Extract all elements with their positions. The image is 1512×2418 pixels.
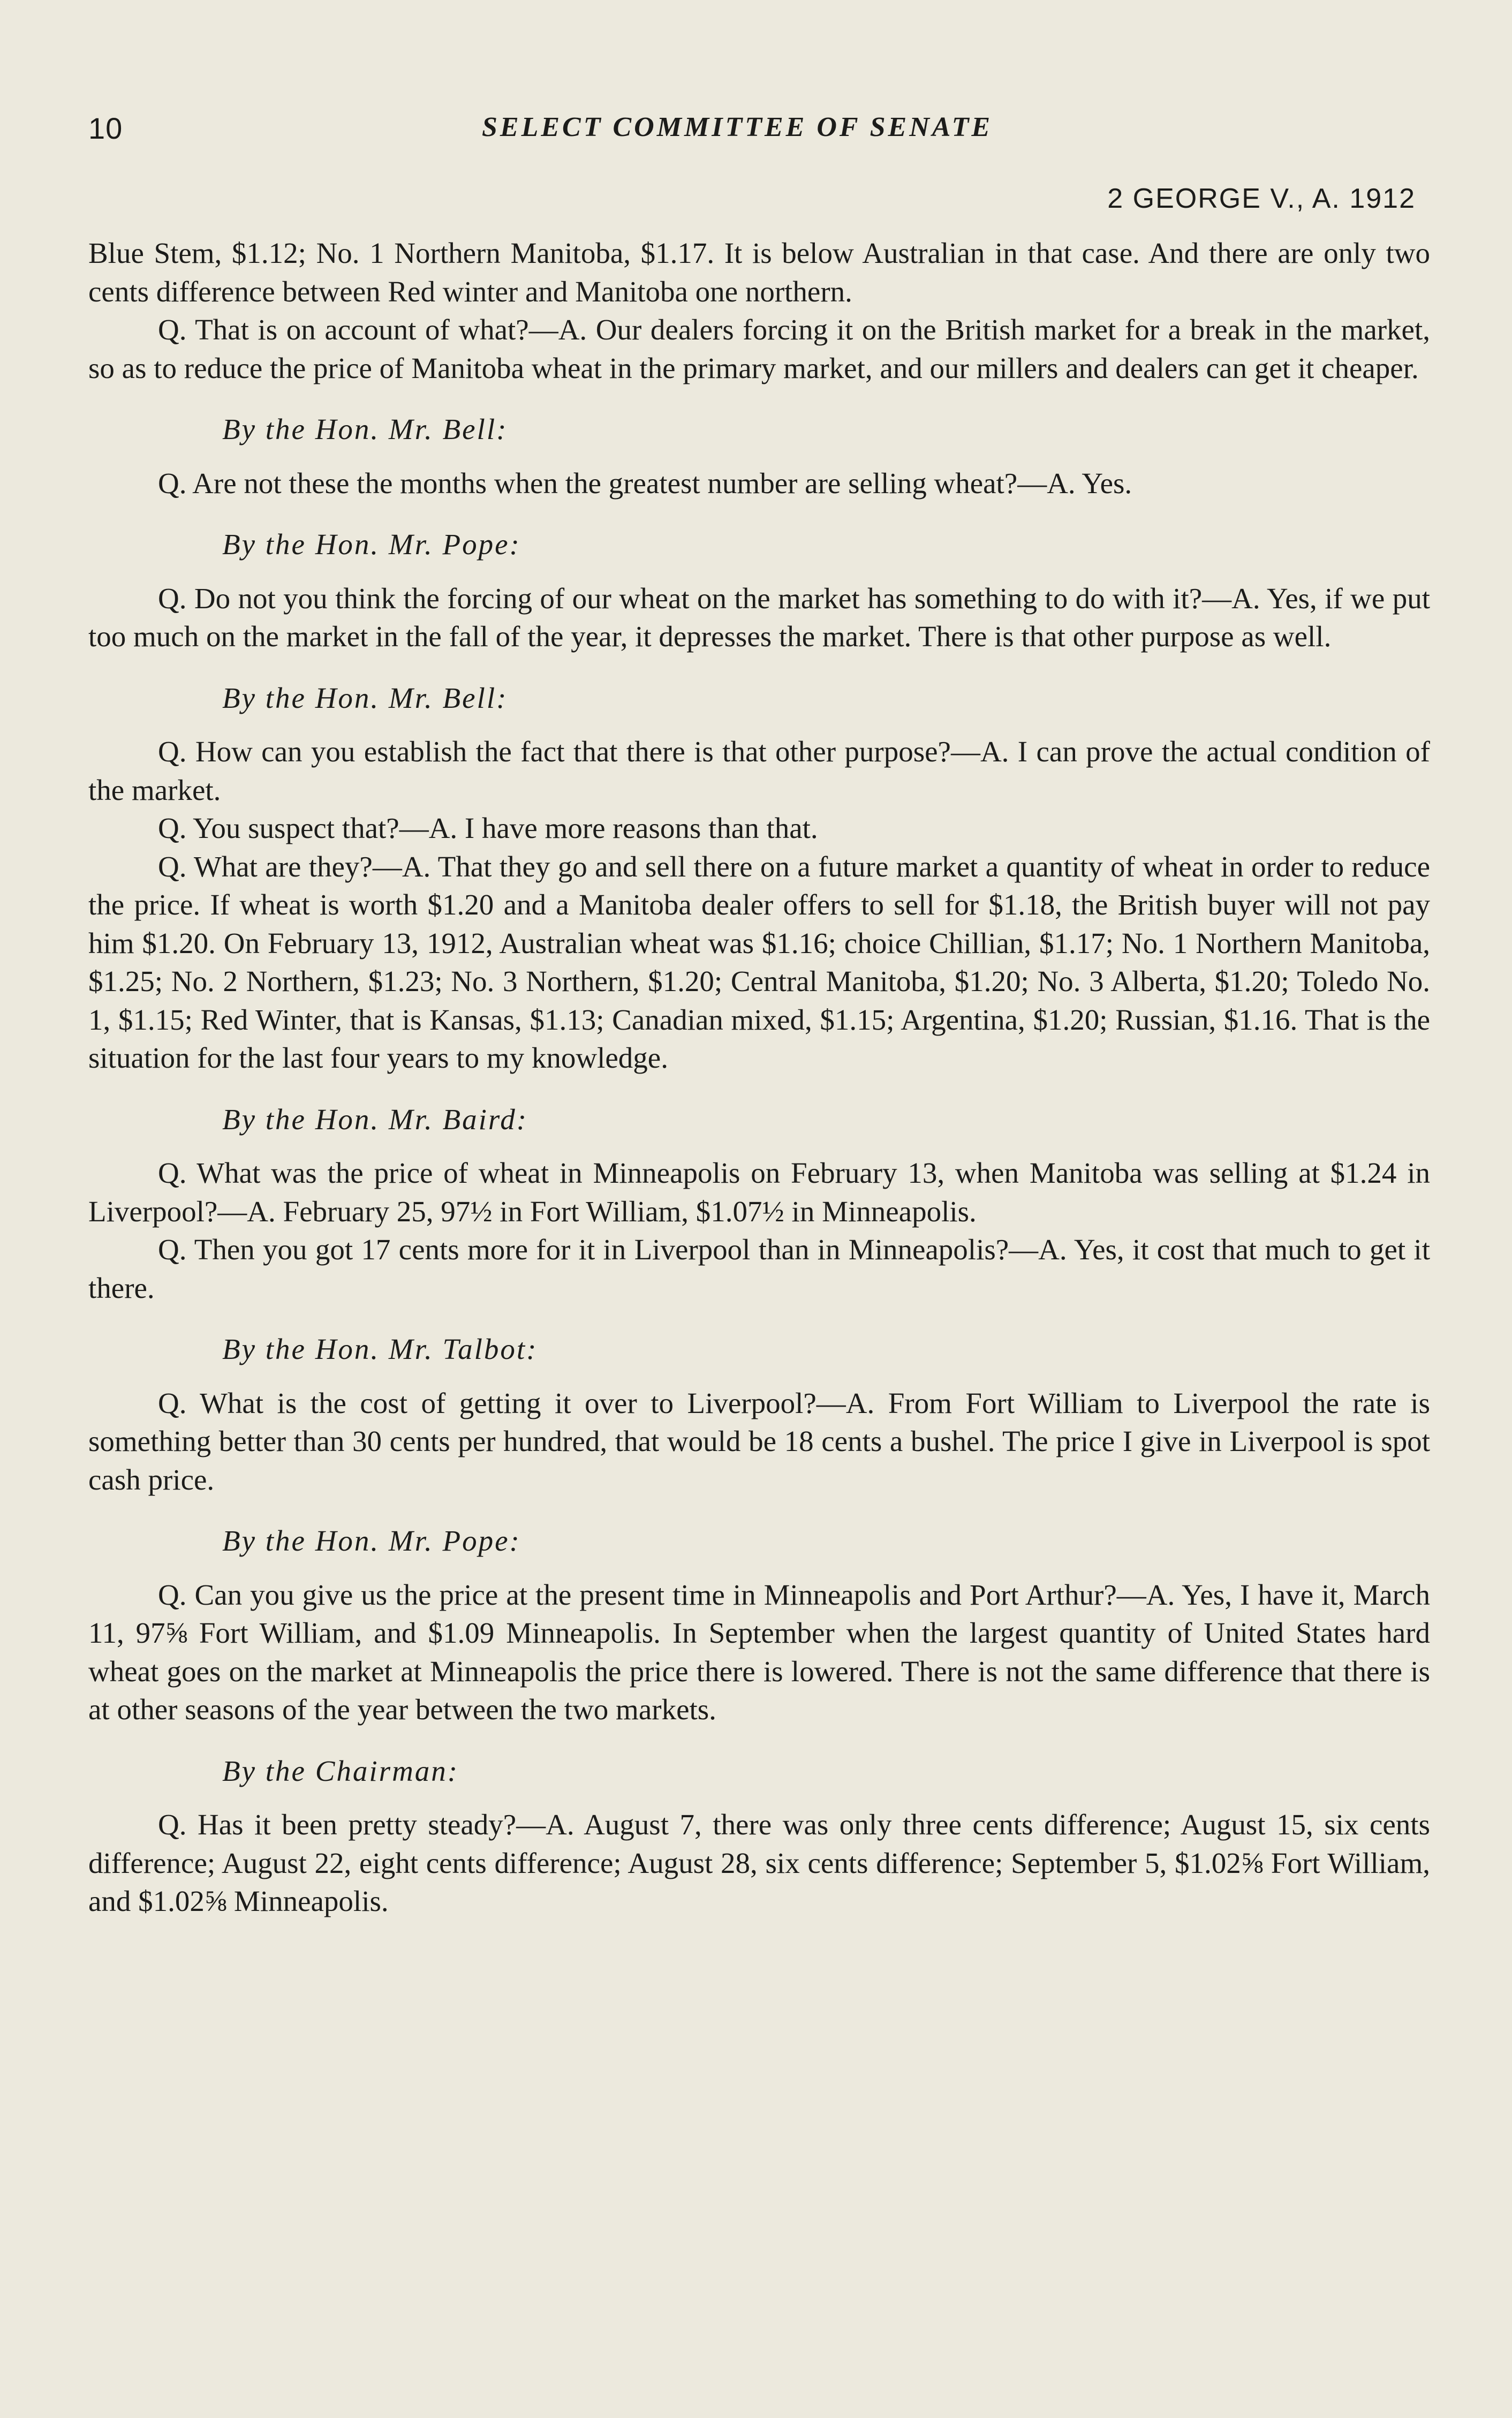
paragraph: Q. Then you got 17 cents more for it in Liverpool than in Minneapolis?—A. Yes, it cost that much to get it there. [88,1233,1430,1304]
body-text [88,234,1430,1921]
speaker-heading: By the Hon. Mr. Pope: [222,528,521,561]
paragraph: Q. Are not these the months when the greatest number are selling wheat?—A. Yes. [158,466,1132,500]
paragraph: Q. How can you establish the fact that there is that other purpose?—A. I can prove the actual condition of the market. [88,735,1430,806]
paragraph: Q. Has it been pretty steady?—A. August 7, there was only three cents difference; August 15, six cents difference; August 22, eight cents difference; August 28, six cents difference; September 5, $1.02⅝ Fort William, and $1.02⅝ Minneapolis. [88,1808,1430,1917]
paragraph: Q. What are they?—A. That they go and sell there on a future market a quantity of wheat in order to reduce the price. If wheat is worth $1.20 and a Manitoba dealer offers to sell for $1.18, the British buyer will not pay him $1.20. On February 13, 1912, Australian wheat was $1.16; choice Chillian, $1.17; No. 1 Northern Manitoba, $1.25; No. 2 Northern, $1.23; No. 3 Northern, $1.20; Central Manitoba, $1.20; No. 3 Alberta, $1.20; Toledo No. 1, $1.15; Red Winter, that is Kansas, $1.13; Canadian mixed, $1.15; Argentina, $1.20; Russian, $1.16. That is the situation for the last four years to my knowledge. [88,850,1430,1074]
paragraph: Q. What is the cost of getting it over to Liverpool?—A. From Fort William to Liverpool the rate is something better than 30 cents per hundred, that would be 18 cents a bushel. The price I give in Liverpool is spot cash price. [88,1386,1430,1496]
speaker-heading: By the Chairman: [222,1754,459,1787]
speaker-heading: By the Hon. Mr. Bell: [222,681,508,714]
speaker-heading: By the Hon. Mr. Bell: [222,413,508,445]
paragraph: Q. What was the price of wheat in Minneapolis on February 13, when Manitoba was selling at $1.24 in Liverpool?—A. February 25, 97½ in Fort William, $1.07½ in Minneapolis. [88,1157,1430,1228]
paragraph: Blue Stem, $1.12; No. 1 Northern Manitoba, $1.17. It is below Australian in that case. And there are only two cents difference between Red winter and Manitoba one northern. [88,237,1430,308]
paragraph: Q. Do not you think the forcing of our wheat on the market has something to do with it?—A. Yes, if we put too much on the market in the fall of the year, it depresses the market. There is that other purpose as well. [88,581,1430,653]
speaker-heading: By the Hon. Mr. Baird: [222,1102,528,1136]
paragraph: Q. That is on account of what?—A. Our dealers forcing it on the British market for a break in the market, so as to reduce the price of Manitoba wheat in the primary market, and our millers and dealers can get it cheaper. [88,313,1430,384]
session-header: 2 GEORGE V., A. 1912 [1107,183,1416,214]
page-number: 10 [88,111,123,145]
paragraph: Q. Can you give us the price at the present time in Minneapolis and Port Arthur?—A. Yes, I have it, March 11, 97⅝ Fort William, and $1.09 Minneapolis. In September when the largest quantity of United States hard wheat goes on the market at Minneapolis the price there is lowered. There is not the same difference that there is at other seasons of the year between the two markets. [88,1578,1430,1726]
paragraph: Q. You suspect that?—A. I have more reasons than that. [158,812,818,844]
speaker-heading: By the Hon. Mr. Talbot: [222,1333,538,1365]
speaker-heading: By the Hon. Mr. Pope: [222,1524,521,1557]
running-head: SELECT COMMITTEE OF SENATE [482,112,993,142]
